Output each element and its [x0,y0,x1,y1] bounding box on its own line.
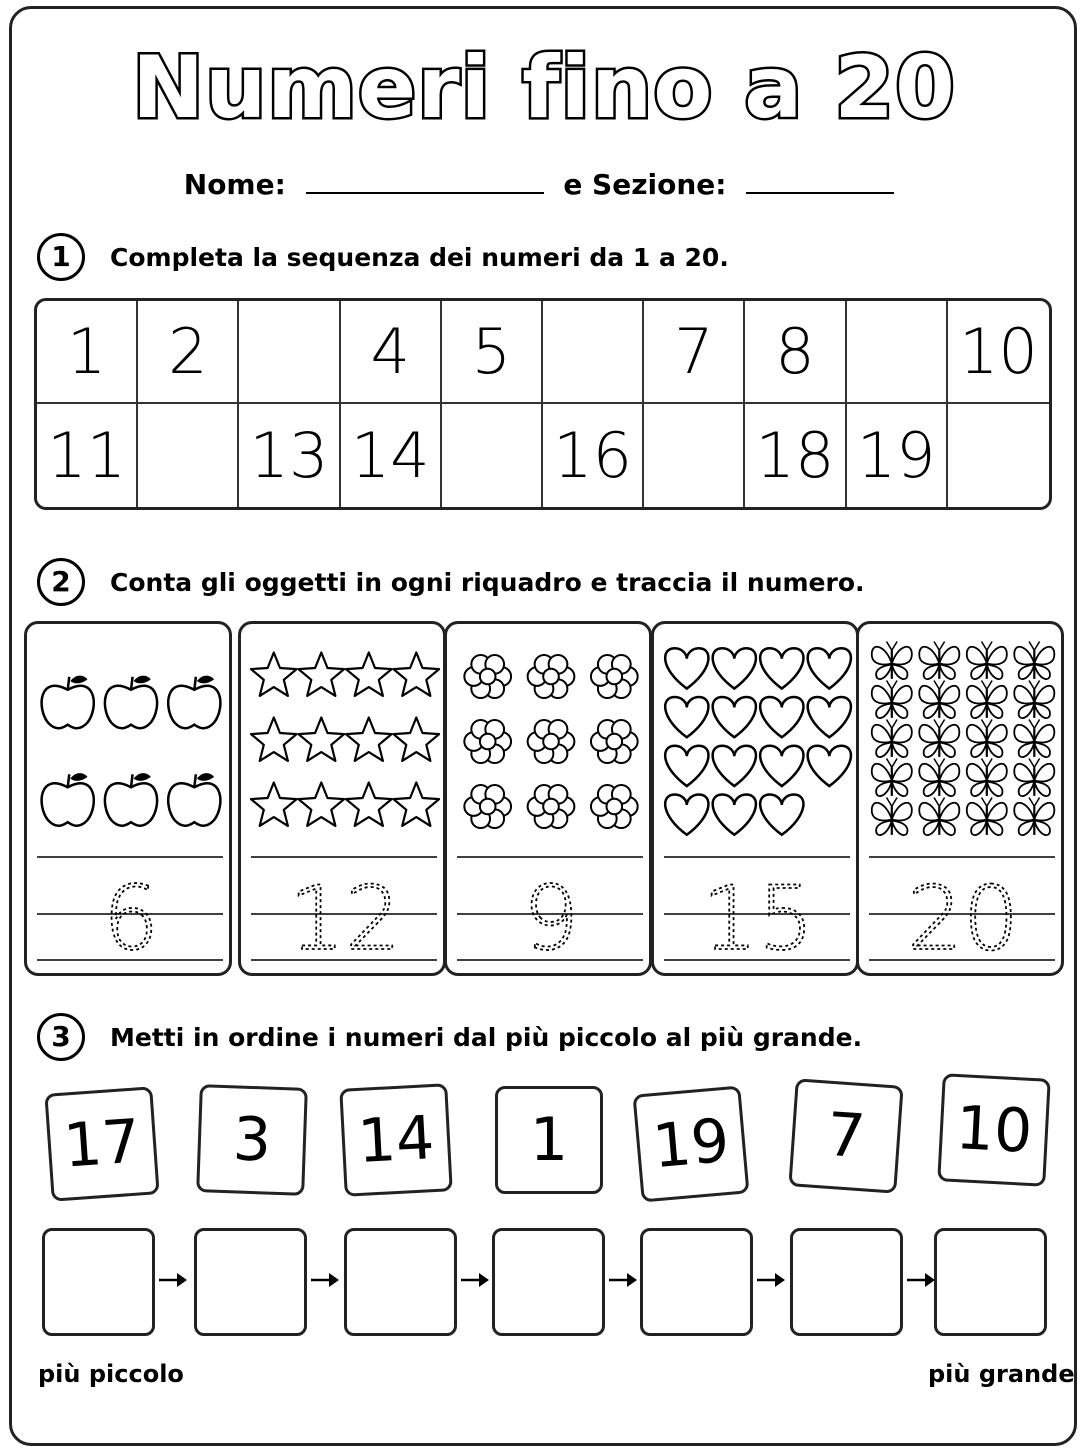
star-icon [394,783,440,826]
heart-icon [760,697,803,737]
butterfly-icon [967,642,1007,680]
sequence-cell: 19 [847,404,948,507]
flower-icon [464,720,511,763]
page-title: Numeri fino a 20 [132,38,956,138]
apple-icon [168,676,220,729]
name-label: Nome: [183,168,286,201]
heart-icon [713,794,756,834]
butterfly-icon [967,798,1007,836]
number-tile[interactable]: 19 [632,1085,749,1202]
butterfly-icon [872,798,912,836]
trace-number[interactable]: 20 [907,867,1019,970]
flower-icon [591,720,638,763]
name-field[interactable] [306,172,544,194]
star-icon [299,783,345,826]
apple-icon [42,676,94,729]
answer-box[interactable] [640,1228,753,1336]
sequence-cell: 2 [138,301,239,404]
butterfly-icon [872,759,912,797]
exercise-1-instruction: Completa la sequenza dei numeri da 1 a 20. [110,243,729,272]
star-icon [346,653,392,696]
exercise-1-number: 1 [37,233,85,281]
sequence-cell: 11 [37,404,138,507]
butterfly-icon [1014,642,1054,680]
star-icon [299,653,345,696]
butterfly-icon [919,720,959,758]
butterfly-icon [1014,798,1054,836]
arrow-right-icon [457,1270,493,1290]
butterfly-icon [1014,759,1054,797]
butterfly-icon [919,798,959,836]
section-field[interactable] [746,172,894,194]
answer-box[interactable] [492,1228,605,1336]
counting-card [238,621,446,976]
arrow-right-icon [307,1270,343,1290]
star-icon [394,653,440,696]
flower-icon [528,720,575,763]
student-info [0,168,1088,201]
arrow-right-icon [605,1270,641,1290]
butterfly-icon [919,642,959,680]
butterfly-icon [919,759,959,797]
number-tile[interactable]: 14 [339,1083,453,1197]
exercise-3-number: 3 [37,1013,85,1061]
heart-icon [760,648,803,688]
arrow-right-icon [155,1270,191,1290]
exercise-3-instruction: Metti in ordine i numeri dal più piccolo al più grande. [110,1023,863,1052]
star-icon [346,783,392,826]
apple-icon [168,773,220,826]
answer-box[interactable] [344,1228,457,1336]
heart-icon [713,648,756,688]
number-tile[interactable]: 3 [196,1084,308,1196]
counting-card [24,621,232,976]
heart-icon [665,697,708,737]
sequence-cell: 5 [442,301,543,404]
flower-icon [528,785,575,828]
trace-number[interactable]: 6 [103,867,159,970]
trace-number[interactable]: 12 [289,867,401,970]
butterfly-icon [967,759,1007,797]
largest-label: più grande [928,1360,1075,1388]
smallest-label: più piccolo [38,1360,184,1388]
star-icon [251,718,297,761]
sequence-blank-cell[interactable] [442,404,543,507]
heart-icon [808,697,851,737]
apple-icon [42,773,94,826]
star-icon [394,718,440,761]
flower-icon [464,655,511,698]
star-icon [346,718,392,761]
star-icon [251,653,297,696]
sequence-cell: 7 [644,301,745,404]
sequence-cell: 10 [948,301,1049,404]
answer-box[interactable] [42,1228,155,1336]
star-icon [251,783,297,826]
trace-number[interactable]: 15 [702,867,814,970]
star-icon [299,718,345,761]
counting-cards [24,621,1064,976]
sequence-cell: 8 [745,301,846,404]
heart-icon [760,746,803,786]
sequence-blank-cell[interactable] [138,404,239,507]
answer-box[interactable] [790,1228,903,1336]
butterfly-icon [919,681,959,719]
number-tile[interactable]: 10 [937,1073,1051,1187]
sequence-cell: 1 [37,301,138,404]
arrow-right-icon [753,1270,789,1290]
sequence-cell: 13 [239,404,340,507]
apple-icon [105,773,157,826]
butterfly-icon [1014,681,1054,719]
heart-icon [665,746,708,786]
heart-icon [665,794,708,834]
answer-box[interactable] [194,1228,307,1336]
sequence-cell: 4 [341,301,442,404]
heart-icon [808,648,851,688]
number-tile[interactable]: 1 [495,1086,603,1194]
exercise-2-number: 2 [37,558,85,606]
sequence-blank-cell[interactable] [847,301,948,404]
counting-card [651,621,859,976]
number-tile[interactable]: 7 [788,1078,903,1193]
sequence-blank-cell[interactable] [239,301,340,404]
butterfly-icon [967,720,1007,758]
heart-icon [713,746,756,786]
flower-icon [464,785,511,828]
heart-icon [760,794,803,834]
butterfly-icon [872,720,912,758]
flower-icon [591,785,638,828]
heart-icon [808,746,851,786]
number-tile[interactable]: 17 [44,1086,159,1201]
butterfly-icon [872,642,912,680]
butterfly-icon [1014,720,1054,758]
sequence-blank-cell[interactable] [644,404,745,507]
flower-icon [591,655,638,698]
exercise-2-instruction: Conta gli oggetti in ogni riquadro e traccia il numero. [110,568,865,597]
heart-icon [665,648,708,688]
counting-card [856,621,1064,976]
trace-number[interactable]: 9 [523,867,579,970]
number-sequence-grid [34,298,1052,510]
flower-icon [528,655,575,698]
apple-icon [105,676,157,729]
answer-box[interactable] [934,1228,1047,1336]
sequence-cell: 16 [543,404,644,507]
heart-icon [713,697,756,737]
sequence-cell: 14 [341,404,442,507]
sequence-blank-cell[interactable] [543,301,644,404]
sequence-blank-cell[interactable] [948,404,1049,507]
sequence-cell: 18 [745,404,846,507]
butterfly-icon [872,681,912,719]
section-label: e Sezione: [563,168,727,201]
counting-card [444,621,652,976]
butterfly-icon [967,681,1007,719]
